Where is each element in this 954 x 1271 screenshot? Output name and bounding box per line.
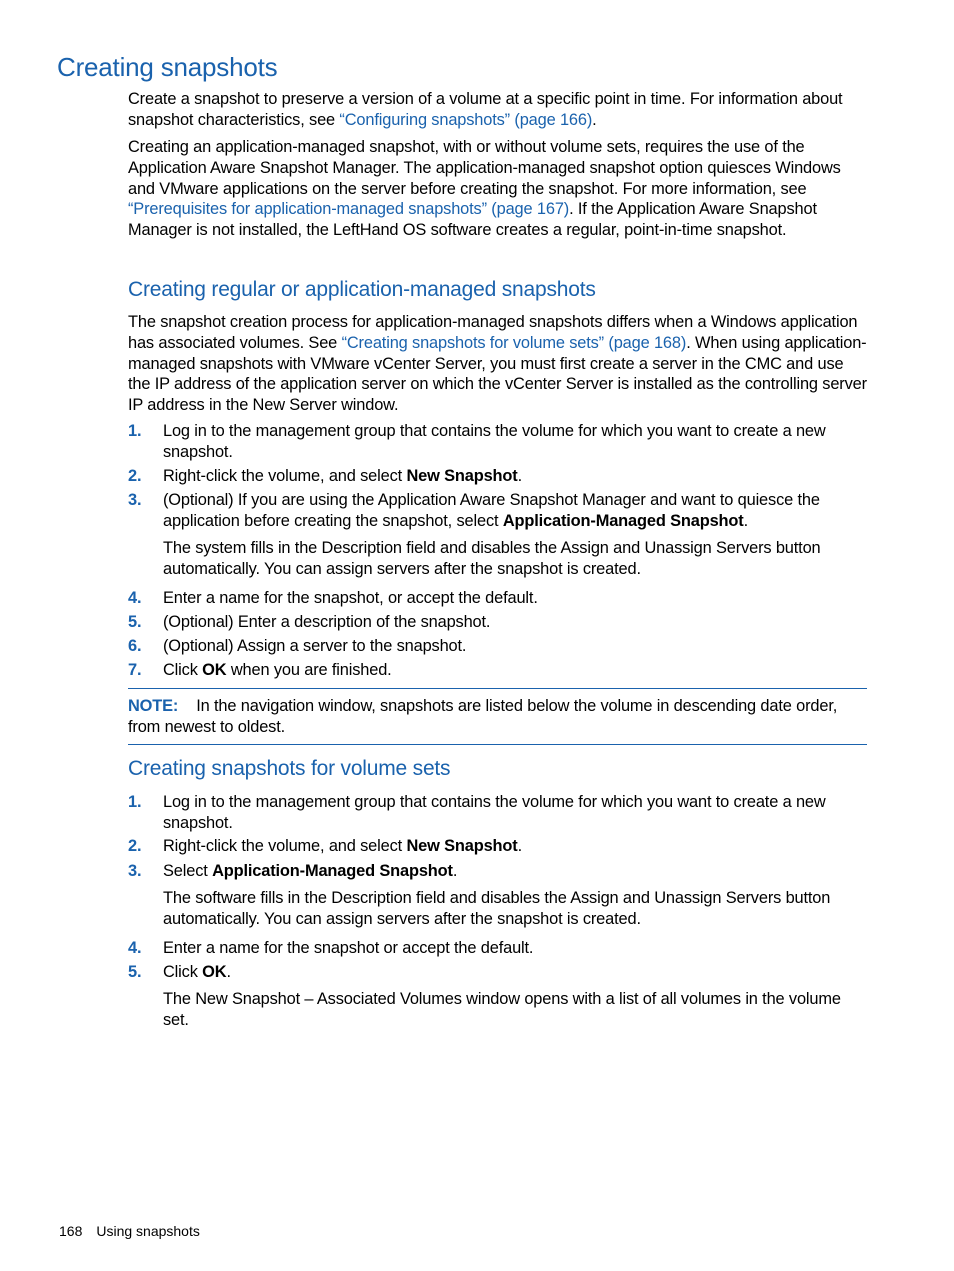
step-text: Log in to the management group that contains the volume for which you want to create a new snapshot. xyxy=(163,422,826,461)
section1-heading: Creating regular or application-managed snapshots xyxy=(128,278,596,301)
intro-p1-text: Create a snapshot to preserve a version of a volume at a specific point in time. For information about snapshot characteristics, see xyxy=(128,90,843,129)
ui-term-new-snapshot: New Snapshot xyxy=(406,467,518,485)
page-number: 168 xyxy=(59,1223,83,1239)
step-text: Log in to the management group that contains the volume for which you want to create a new snapshot. xyxy=(163,793,826,832)
intro-p2-end: . If the Application Aware Snapshot Manager is not installed, the LeftHand OS software creates a regular, point-in-time snapshot. xyxy=(128,200,817,240)
step-text: (Optional) If you are using the Application Aware Snapshot Manager and want to quiesce the application before creating the snapshot, select xyxy=(163,491,820,530)
step3-note: The system fills in the Description field and disables the Assign and Unassign Servers button automatically. You can assign servers after the snapshot is created. xyxy=(163,539,821,578)
step-text: Right-click the volume, and select xyxy=(163,837,407,855)
section1-p-text: The snapshot creation process for application-managed snapshots differs when a Windows application has associated volumes. See xyxy=(128,313,858,352)
step-text: (Optional) Assign a server to the snapshot. xyxy=(163,637,467,655)
step-number: 5. xyxy=(128,613,142,631)
step5-note: The New Snapshot – Associated Volumes window opens with a list of all volumes in the volume set. xyxy=(163,990,841,1029)
step-text-end: . xyxy=(226,963,231,981)
ui-term-new-snapshot: New Snapshot xyxy=(406,837,518,855)
note-rule-top xyxy=(128,688,867,689)
step3-note: The software fills in the Description field and disables the Assign and Unassign Servers button automatically. You can assign servers after the snapshot is created. xyxy=(163,889,831,928)
step-text: Click xyxy=(163,963,203,981)
step-text: Right-click the volume, and select xyxy=(163,467,407,485)
step-text: Enter a name for the snapshot, or accept the default. xyxy=(163,589,538,607)
section1-paragraph xyxy=(128,312,868,416)
link-volume-sets[interactable]: “Creating snapshots for volume sets” (page 168) xyxy=(341,333,687,352)
intro-p2-text: Creating an application-managed snapshot, with or without volume sets, requires the use of the Application Aware Snapshot Manager. The application-managed snapshot option quiesces Windows and VMware applications on the server before creating the snapshot. For more information, see xyxy=(128,138,841,198)
step-number: 2. xyxy=(128,837,142,855)
page-footer xyxy=(59,1223,200,1239)
section1-p-end: . When using application-managed snapshots with VMware vCenter Server, you must first create a server in the CMC and use the IP address of the application server on which the vCenter Server is installed as the controlling server IP address in the New Server window. xyxy=(128,333,867,415)
ui-term-ok: OK xyxy=(202,963,227,981)
step-number: 7. xyxy=(128,661,142,679)
step-text-end: . xyxy=(452,862,458,880)
step-text: (Optional) Enter a description of the snapshot. xyxy=(163,613,491,631)
link-prerequisites[interactable]: “Prerequisites for application-managed snapshots” (page 167) xyxy=(128,200,570,219)
step-text: Enter a name for the snapshot or accept the default. xyxy=(163,939,534,957)
step-text: Click xyxy=(163,661,203,679)
intro-paragraph-1 xyxy=(128,89,868,131)
intro-paragraph-2 xyxy=(128,137,868,241)
step-number: 4. xyxy=(128,589,142,607)
step-number: 6. xyxy=(128,637,142,655)
step-number: 1. xyxy=(128,793,142,811)
step-number: 2. xyxy=(128,467,142,485)
page-title: Creating snapshots xyxy=(57,52,278,82)
step-number: 5. xyxy=(128,963,142,981)
step-number: 3. xyxy=(128,862,142,880)
ui-term-app-managed-snapshot: Application-Managed Snapshot xyxy=(502,511,744,530)
section2-heading: Creating snapshots for volume sets xyxy=(128,757,451,780)
note-text: In the navigation window, snapshots are listed below the volume in descending date order, from newest to oldest. xyxy=(128,697,838,736)
step-text-end: . xyxy=(517,467,522,485)
note-label: NOTE: xyxy=(128,697,179,715)
note-box xyxy=(128,696,868,738)
link-configuring-snapshots[interactable]: “Configuring snapshots” (page 166) xyxy=(339,110,593,129)
intro-p1-end: . xyxy=(592,110,597,129)
step-text-end: . xyxy=(743,511,748,530)
note-rule-bottom xyxy=(128,744,867,745)
chapter-title: Using snapshots xyxy=(96,1223,200,1239)
ui-term-app-managed-snapshot: Application-Managed Snapshot xyxy=(212,862,453,880)
ui-term-ok: OK xyxy=(202,661,227,679)
step-number: 3. xyxy=(128,491,142,509)
step-text: Select xyxy=(163,862,213,880)
step-number: 4. xyxy=(128,939,142,957)
step-number: 1. xyxy=(128,422,142,440)
step-text-end: . xyxy=(517,837,522,855)
step-text-end: when you are finished. xyxy=(226,661,392,679)
